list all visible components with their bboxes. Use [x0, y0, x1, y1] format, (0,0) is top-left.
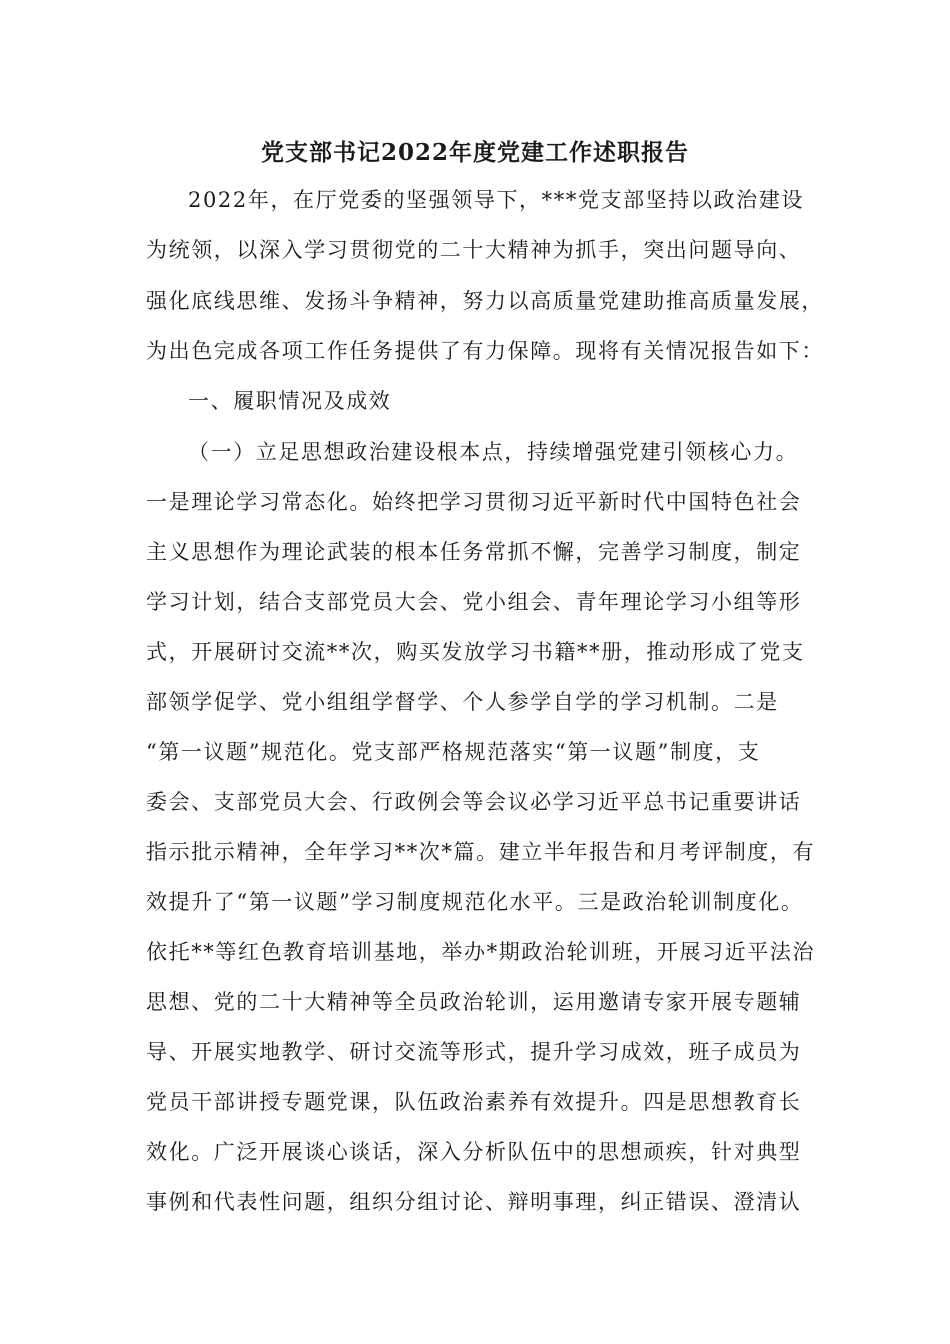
paragraph-line: 效化。广泛开展谈心谈话，深入分析队伍中的思想顽疾，针对典型 — [146, 1140, 802, 1164]
paragraph-line: 导、开展实地教学、研讨交流等形式，提升学习成效，班子成员为 — [146, 1040, 802, 1064]
paragraph-line: 指示批示精神，全年学习**次*篇。建立半年报告和月考评制度，有 — [146, 840, 816, 864]
paragraph-line: 委会、支部党员大会、行政例会等会议必学习近平总书记重要讲话 — [146, 790, 802, 814]
paragraph-line: 强化底线思维、发扬斗争精神，努力以高质量党建助推高质量发展， — [146, 289, 824, 313]
paragraph-line: 主义思想作为理论武装的根本任务常抓不懈，完善学习制度，制定 — [146, 540, 802, 564]
paragraph-line: 一是理论学习常态化。始终把学习贯彻习近平新时代中国特色社会 — [146, 490, 802, 514]
paragraph-line: 学习计划，结合支部党员大会、党小组会、青年理论学习小组等形 — [146, 590, 802, 614]
paragraph-line: 事例和代表性问题，组织分组讨论、辩明事理，纠正错误、澄清认 — [146, 1190, 802, 1214]
paragraph-line: 为统领，以深入学习贯彻党的二十大精神为抓手，突出问题导向、 — [146, 238, 802, 262]
paragraph-line: 2022年，在厅党委的坚强领导下，***党支部坚持以政治建设 — [188, 188, 804, 212]
subsection-heading: （一）立足思想政治建设根本点，持续增强党建引领核心力。 — [188, 440, 799, 464]
paragraph-line: 思想、党的二十大精神等全员政治轮训，运用邀请专家开展专题辅 — [146, 990, 802, 1014]
paragraph-line: 依托**等红色教育培训基地，举办*期政治轮训班，开展习近平法治 — [146, 940, 816, 964]
paragraph-line: 式，开展研讨交流**次，购买发放学习书籍**册，推动形成了党支 — [146, 640, 805, 664]
paragraph-line: 党员干部讲授专题党课，队伍政治素养有效提升。四是思想教育长 — [146, 1090, 802, 1114]
document-title: 党支部书记2022年度党建工作述职报告 — [260, 139, 689, 166]
paragraph-line: 为出色完成各项工作任务提供了有力保障。现将有关情况报告如下： — [146, 339, 824, 363]
paragraph-line: 效提升了“第一议题”学习制度规范化水平。三是政治轮训制度化。 — [146, 890, 804, 914]
section-heading: 一、履职情况及成效 — [188, 389, 392, 413]
paragraph-line: 部领学促学、党小组组学督学、个人参学自学的学习机制。二是 — [146, 690, 779, 714]
paragraph-line: “第一议题”规范化。党支部严格规范落实“第一议题”制度，支 — [146, 740, 761, 764]
